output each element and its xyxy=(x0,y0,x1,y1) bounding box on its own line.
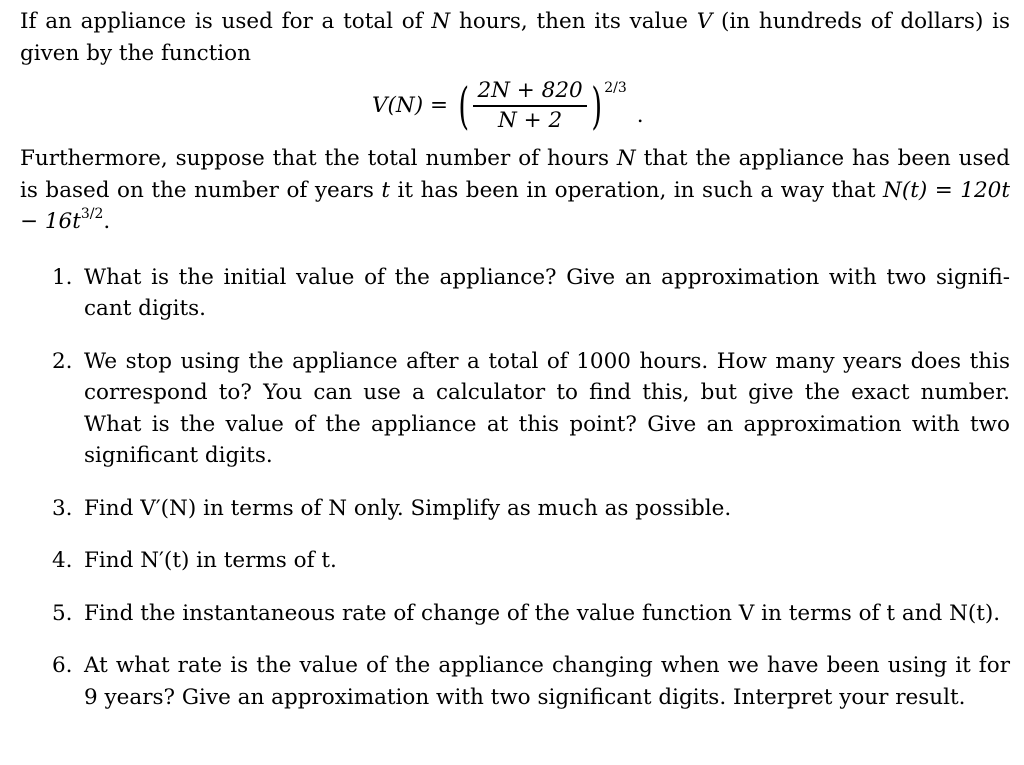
fraction xyxy=(473,77,586,134)
question-item xyxy=(20,545,1010,577)
question-text: Find the instantaneous rate of change of the value function V in terms of t and N(t). xyxy=(84,600,1001,626)
intro-text-2: hours, then its value xyxy=(450,9,697,34)
formula-exponent: 3/2 xyxy=(80,205,104,222)
question-text: What is the initial value of the appliance? Give an approximation with two signifi- cant digits. xyxy=(84,264,1010,321)
equation-lhs: V(N) = xyxy=(372,93,448,119)
var-t: t xyxy=(381,177,391,203)
middle-text-3: it has been in operation, in such a way that xyxy=(390,177,884,203)
fraction-denominator: N + 2 xyxy=(498,107,563,133)
var-N-2: N xyxy=(616,146,636,171)
intro-paragraph xyxy=(20,6,1010,69)
var-N: N xyxy=(431,9,451,34)
middle-text-4: . xyxy=(103,209,111,234)
N-of-t-formula: N(t) = 120t − 16t xyxy=(20,177,1010,234)
middle-text-2: that the appliance has been used is based on the number of years xyxy=(20,146,1010,203)
question-list xyxy=(20,262,1010,714)
right-paren: ) xyxy=(591,77,602,135)
question-number: 5. xyxy=(52,600,73,626)
question-number: 1. xyxy=(52,264,73,290)
left-paren: ( xyxy=(458,77,470,135)
var-V: V xyxy=(696,9,713,34)
question-item xyxy=(20,262,1010,325)
display-equation xyxy=(20,71,1010,141)
question-item xyxy=(20,346,1010,472)
document-page xyxy=(20,6,1010,734)
question-text: At what rate is the value of the appliance changing when we have been using it for 9 years? Give an approximation with two significant digits. Interpret your result. xyxy=(84,653,1010,710)
question-number: 2. xyxy=(52,348,73,374)
question-text: We stop using the appliance after a total of 1000 hours. How many years does this correspond to? You can use a calculator to find this, but give the exact number. What is the value of the appliance at this point? Give an approximation with two significant digits. xyxy=(84,348,1010,468)
question-text: Find V′(N) in terms of N only. Simplify as much as possible. xyxy=(84,495,732,521)
intro-text-1: If an appliance is used for a total of xyxy=(20,9,432,34)
middle-text-1: Furthermore, suppose that the total number of hours xyxy=(20,146,617,171)
equation-exponent: 2/3 xyxy=(604,80,627,96)
intro-text-3: (in hundreds of dollars) is given by the function xyxy=(20,9,1010,66)
middle-paragraph xyxy=(20,143,1010,238)
question-item xyxy=(20,650,1010,713)
question-number: 3. xyxy=(52,495,73,521)
question-item xyxy=(20,493,1010,525)
question-number: 4. xyxy=(52,548,73,573)
question-text: Find N′(t) in terms of t. xyxy=(84,548,337,573)
equation-period: . xyxy=(636,103,644,129)
question-item xyxy=(20,598,1010,630)
question-number: 6. xyxy=(52,653,73,678)
fraction-numerator: 2N + 820 xyxy=(477,78,583,104)
